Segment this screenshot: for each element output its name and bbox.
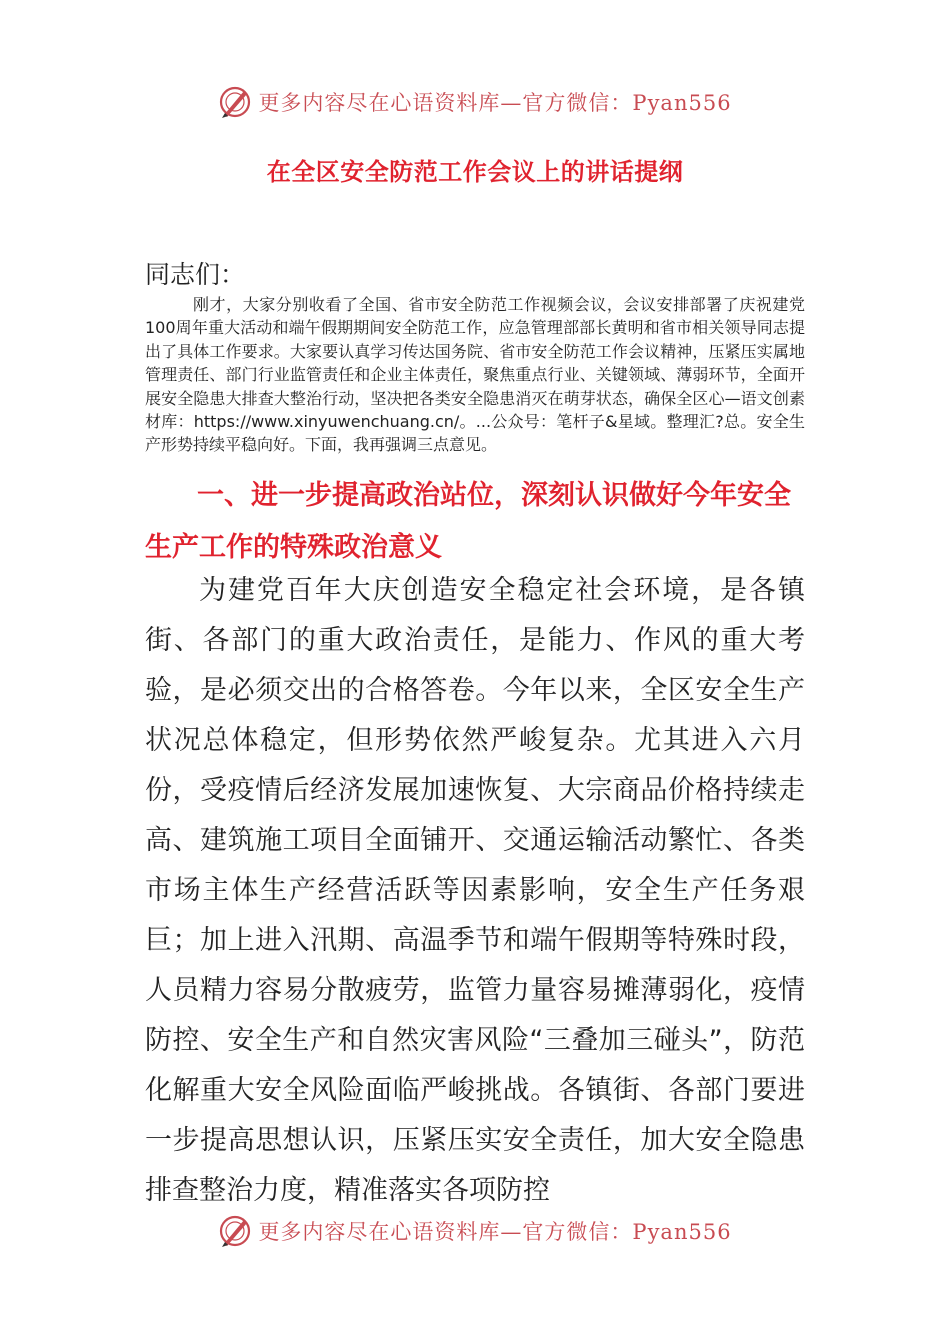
footer-banner — [0, 1211, 950, 1251]
intro-paragraph: 刚才，大家分别收看了全国、省市安全防范工作视频会议，会议安排部署了庆祝建党100周年重大活动和端午假期期间安全防范工作，应急管理部部长黄明和省市相关领导同志提出了具体工作要求。大家要认真学习传达国务院、省市安全防范工作会议精神，压紧压实属地管理责任、部门行业监管责任和企业主体责任，聚焦重点行业、关键领域、薄弱环节，全面开展安全隐患大排查大整治行动，坚决把各类安全隐患消灭在萌芽状态，确保全区心—语文创素材库：https://www.xinyuwenchuang.cn/。...公众号：笔杆子&星域。整理汇?总。安全生产形势持续平稳向好。下面，我再强调三点意见。 — [145, 295, 805, 455]
header-banner — [0, 82, 950, 122]
section-1-body: 为建党百年大庆创造安全稳定社会环境，是各镇街、各部门的重大政治责任，是能力、作风的重大考验，是必须交出的合格答卷。今年以来，全区安全生产状况总体稳定，但形势依然严峻复杂。尤其进入六月份，受疫情后经济发展加速恢复、大宗商品价格持续走高、建筑施工项目全面铺开、交通运输活动繁忙、各类市场主体生产经营活跃等因素影响，安全生产任务艰巨；加上进入汛期、高温季节和端午假期等特殊时段，人员精力容易分散疲劳，监管力量容易摊薄弱化，疫情防控、安全生产和自然灾害风险“三叠加三碰头”，防范化解重大安全风险面临严峻挑战。各镇街、各部门要进一步提高思想认识，压紧压实安全责任，加大安全隐患排查整治力度，精准落实各项防控 — [145, 575, 805, 1206]
section-1-heading: 一、进一步提高政治站位，深刻认识做好今年安全生产工作的特殊政治意义 — [145, 480, 791, 563]
footer-banner-text: 更多内容尽在心语资料库—官方微信：Pyan556 — [258, 1220, 732, 1244]
header-banner-text: 更多内容尽在心语资料库—官方微信：Pyan556 — [258, 91, 732, 115]
pen-circle-icon — [218, 1214, 252, 1248]
salutation: 同志们： — [145, 260, 246, 289]
pen-circle-icon — [218, 85, 252, 119]
document-title: 在全区安全防范工作会议上的讲话提纲 — [266, 158, 684, 186]
